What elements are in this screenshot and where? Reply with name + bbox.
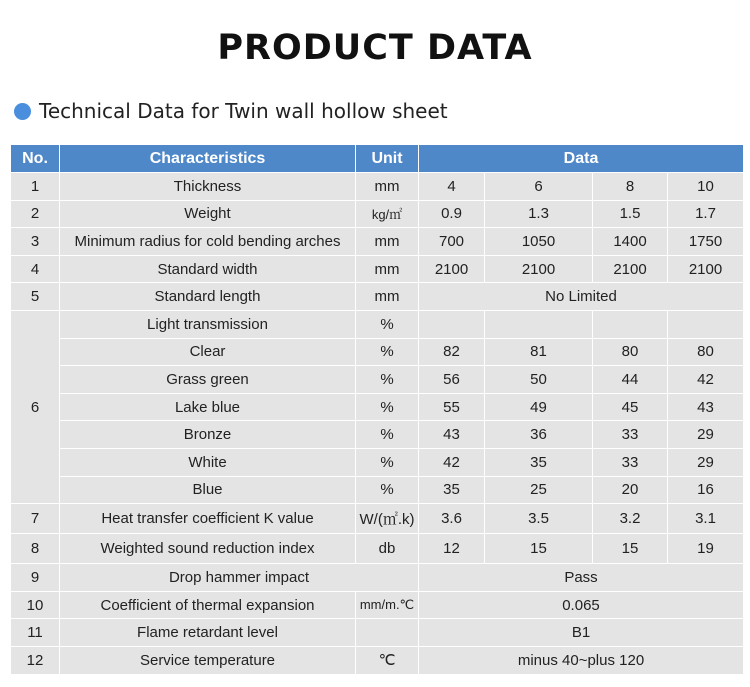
row-unit: kg/㎡ bbox=[356, 200, 419, 228]
table-row bbox=[11, 200, 744, 228]
data-cell: 1.5 bbox=[593, 200, 668, 228]
row-characteristic: Standard length bbox=[60, 283, 356, 311]
table-row bbox=[11, 646, 744, 674]
row-characteristic: Standard width bbox=[60, 255, 356, 283]
data-cell: 1.3 bbox=[485, 200, 593, 228]
data-cell: 36 bbox=[485, 421, 593, 449]
row-unit: % bbox=[356, 393, 419, 421]
row-unit: mm bbox=[356, 173, 419, 201]
data-cell: 2100 bbox=[593, 255, 668, 283]
row-unit: % bbox=[356, 448, 419, 476]
row-characteristic: Flame retardant level bbox=[60, 619, 356, 647]
row-unit: W/(㎡.k) bbox=[356, 504, 419, 534]
data-cell: 6 bbox=[485, 173, 593, 201]
row-characteristic: Service temperature bbox=[60, 646, 356, 674]
table-row bbox=[11, 393, 744, 421]
row-no: 9 bbox=[11, 564, 60, 592]
data-cell-merged: 0.065 bbox=[419, 591, 744, 619]
data-cell: 56 bbox=[419, 366, 485, 394]
data-cell-merged: No Limited bbox=[419, 283, 744, 311]
table-row bbox=[11, 534, 744, 564]
section-heading bbox=[14, 98, 448, 124]
row-unit: mm bbox=[356, 228, 419, 256]
data-cell-merged: B1 bbox=[419, 619, 744, 647]
data-cell bbox=[419, 310, 485, 338]
table-row bbox=[11, 564, 744, 592]
section-heading-text: Technical Data for Twin wall hollow sheet bbox=[39, 99, 448, 123]
row-characteristic: Grass green bbox=[60, 366, 356, 394]
data-cell: 42 bbox=[668, 366, 744, 394]
data-cell: 15 bbox=[485, 534, 593, 564]
row-characteristic: Blue bbox=[60, 476, 356, 504]
header-unit: Unit bbox=[356, 145, 419, 173]
data-cell: 0.9 bbox=[419, 200, 485, 228]
data-cell: 49 bbox=[485, 393, 593, 421]
row-characteristic: Weight bbox=[60, 200, 356, 228]
row-characteristic: Light transmission bbox=[60, 310, 356, 338]
row-no: 5 bbox=[11, 283, 60, 311]
data-cell: 1050 bbox=[485, 228, 593, 256]
row-unit: % bbox=[356, 338, 419, 366]
data-cell: 8 bbox=[593, 173, 668, 201]
data-cell: 29 bbox=[668, 448, 744, 476]
data-cell: 12 bbox=[419, 534, 485, 564]
table-row bbox=[11, 448, 744, 476]
row-no: 11 bbox=[11, 619, 60, 647]
data-cell: 35 bbox=[419, 476, 485, 504]
row-characteristic: Lake blue bbox=[60, 393, 356, 421]
row-no: 7 bbox=[11, 504, 60, 534]
table-row bbox=[11, 173, 744, 201]
table-row bbox=[11, 310, 744, 338]
row-unit: % bbox=[356, 421, 419, 449]
data-cell bbox=[593, 310, 668, 338]
data-cell: 29 bbox=[668, 421, 744, 449]
data-cell: 42 bbox=[419, 448, 485, 476]
row-characteristic: Heat transfer coefficient K value bbox=[60, 504, 356, 534]
table-row bbox=[11, 338, 744, 366]
data-cell: 700 bbox=[419, 228, 485, 256]
data-cell: 55 bbox=[419, 393, 485, 421]
row-unit: % bbox=[356, 476, 419, 504]
row-unit: % bbox=[356, 366, 419, 394]
data-cell: 3.6 bbox=[419, 504, 485, 534]
data-cell: 4 bbox=[419, 173, 485, 201]
table-row bbox=[11, 504, 744, 534]
row-no: 6 bbox=[11, 310, 60, 503]
table-row bbox=[11, 228, 744, 256]
data-cell: 2100 bbox=[485, 255, 593, 283]
data-cell: 33 bbox=[593, 421, 668, 449]
row-no: 2 bbox=[11, 200, 60, 228]
table-row bbox=[11, 476, 744, 504]
data-cell: 3.2 bbox=[593, 504, 668, 534]
row-unit: db bbox=[356, 534, 419, 564]
row-unit: % bbox=[356, 310, 419, 338]
data-cell bbox=[668, 310, 744, 338]
row-characteristic: Clear bbox=[60, 338, 356, 366]
table-row bbox=[11, 619, 744, 647]
data-cell: 25 bbox=[485, 476, 593, 504]
data-cell: 35 bbox=[485, 448, 593, 476]
data-cell: 82 bbox=[419, 338, 485, 366]
row-unit: mm/m.℃ bbox=[356, 591, 419, 619]
data-cell: 15 bbox=[593, 534, 668, 564]
data-cell-merged: Pass bbox=[419, 564, 744, 592]
table-row bbox=[11, 255, 744, 283]
table-row bbox=[11, 421, 744, 449]
data-cell: 1.7 bbox=[668, 200, 744, 228]
data-cell: 10 bbox=[668, 173, 744, 201]
data-cell: 43 bbox=[419, 421, 485, 449]
data-cell: 1750 bbox=[668, 228, 744, 256]
data-cell: 81 bbox=[485, 338, 593, 366]
data-cell: 3.5 bbox=[485, 504, 593, 534]
row-characteristic: Bronze bbox=[60, 421, 356, 449]
data-cell: 16 bbox=[668, 476, 744, 504]
technical-data-table bbox=[10, 144, 744, 675]
page-title: PRODUCT DATA bbox=[217, 28, 533, 68]
data-cell: 3.1 bbox=[668, 504, 744, 534]
row-unit: mm bbox=[356, 255, 419, 283]
row-characteristic: Drop hammer impact bbox=[60, 564, 419, 592]
data-cell bbox=[485, 310, 593, 338]
row-characteristic: White bbox=[60, 448, 356, 476]
header-no: No. bbox=[11, 145, 60, 173]
row-no: 12 bbox=[11, 646, 60, 674]
data-cell: 50 bbox=[485, 366, 593, 394]
data-cell-merged: minus 40~plus 120 bbox=[419, 646, 744, 674]
row-no: 4 bbox=[11, 255, 60, 283]
data-cell: 80 bbox=[668, 338, 744, 366]
table-header-row bbox=[11, 145, 744, 173]
data-cell: 33 bbox=[593, 448, 668, 476]
header-characteristics: Characteristics bbox=[60, 145, 356, 173]
row-unit: mm bbox=[356, 283, 419, 311]
data-cell: 43 bbox=[668, 393, 744, 421]
table-row bbox=[11, 366, 744, 394]
row-no: 10 bbox=[11, 591, 60, 619]
header-data: Data bbox=[419, 145, 744, 173]
data-cell: 80 bbox=[593, 338, 668, 366]
data-cell: 19 bbox=[668, 534, 744, 564]
row-characteristic: Weighted sound reduction index bbox=[60, 534, 356, 564]
data-cell: 2100 bbox=[668, 255, 744, 283]
data-cell: 20 bbox=[593, 476, 668, 504]
row-characteristic: Thickness bbox=[60, 173, 356, 201]
row-characteristic: Coefficient of thermal expansion bbox=[60, 591, 356, 619]
data-cell: 44 bbox=[593, 366, 668, 394]
data-cell: 1400 bbox=[593, 228, 668, 256]
row-no: 1 bbox=[11, 173, 60, 201]
row-no: 3 bbox=[11, 228, 60, 256]
table-row bbox=[11, 591, 744, 619]
data-cell: 2100 bbox=[419, 255, 485, 283]
data-cell: 45 bbox=[593, 393, 668, 421]
row-unit: ℃ bbox=[356, 646, 419, 674]
row-unit bbox=[356, 619, 419, 647]
bullet-dot-icon bbox=[14, 103, 31, 120]
table-row bbox=[11, 283, 744, 311]
row-no: 8 bbox=[11, 534, 60, 564]
row-characteristic: Minimum radius for cold bending arches bbox=[60, 228, 356, 256]
